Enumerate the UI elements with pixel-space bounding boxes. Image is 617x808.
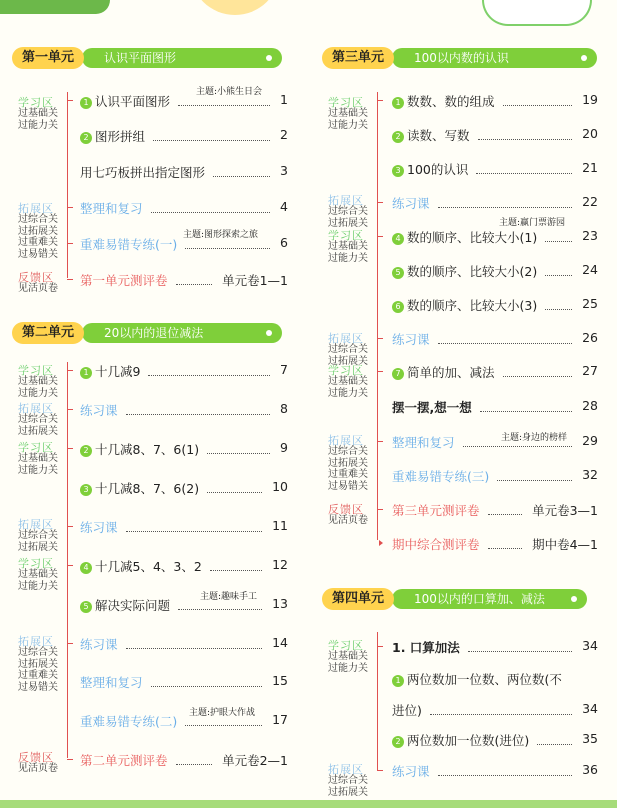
- theme-note: 主题:图形探索之旅: [183, 230, 259, 240]
- zone-expand: 拓展区 过综合关 过拓展关: [328, 332, 368, 367]
- page-number: 8: [280, 401, 288, 416]
- page-number: 23: [582, 228, 598, 243]
- leader-dots: [207, 443, 270, 454]
- toc-title: 第一单元测评卷: [80, 273, 168, 288]
- toc-title: 练习课: [80, 637, 118, 652]
- leader-dots: [213, 166, 270, 177]
- toc-row[interactable]: [392, 638, 598, 658]
- leader-dots: [503, 366, 573, 377]
- page-number: 29: [582, 433, 598, 448]
- toc-row[interactable]: [392, 535, 598, 555]
- toc-title: 数的顺序、比较大小(1): [407, 230, 538, 245]
- toc-title: 摆一摆,想一想: [392, 400, 472, 415]
- toc-row[interactable]: [80, 712, 288, 732]
- page-number: 27: [582, 363, 598, 378]
- leader-dots: [151, 676, 263, 687]
- toc-row[interactable]: [392, 762, 598, 782]
- page-number: 15: [272, 673, 288, 688]
- timeline-connector: [67, 643, 73, 644]
- page-number: 34: [582, 638, 598, 653]
- leader-dots: [463, 436, 573, 447]
- toc-row[interactable]: [392, 126, 598, 146]
- zone-study: 学习区 过基础关 过能力关: [18, 96, 58, 131]
- zone-expand: 拓展区 过综合关 过拓展关: [18, 518, 58, 553]
- toc-title: 第二单元测评卷: [80, 753, 168, 768]
- number-circle-icon: 3: [392, 165, 404, 177]
- zone-study: 学习区 过基础关 过能力关: [328, 229, 368, 264]
- toc-title: 两位数加一位数(进位): [407, 733, 530, 748]
- page-number: 36: [582, 762, 598, 777]
- page-number: 10: [272, 479, 288, 494]
- timeline-connector: [67, 409, 73, 410]
- timeline-connector: [377, 202, 383, 203]
- toc-title: 练习课: [392, 764, 430, 779]
- leader-dots: [126, 521, 263, 532]
- toc-row[interactable]: [392, 228, 598, 248]
- zone-expand: 拓展区 过综合关 过拓展关 过重难关 过易错关: [328, 434, 368, 492]
- timeline-connector: [67, 207, 73, 208]
- toc-title: 十几减8、7、6(2): [95, 481, 200, 496]
- leader-dots: [503, 95, 573, 106]
- leader-dots: [126, 404, 271, 415]
- toc-row[interactable]: [80, 199, 288, 219]
- timeline-connector: [67, 526, 73, 527]
- toc-title: 整理和复习: [80, 675, 143, 690]
- leader-dots: [468, 641, 572, 652]
- dot-icon: [581, 55, 587, 61]
- page-number: 1: [280, 92, 288, 107]
- unit-4-timeline: [377, 632, 378, 770]
- number-circle-icon: 2: [392, 736, 404, 748]
- number-circle-icon: 2: [80, 445, 92, 457]
- leader-dots: [153, 130, 270, 141]
- number-circle-icon: 1: [392, 97, 404, 109]
- leader-dots: [185, 238, 270, 249]
- page-number: 4: [280, 199, 288, 214]
- unit-4-header: [322, 588, 587, 610]
- toc-row[interactable]: [392, 194, 598, 214]
- timeline-connector: [377, 338, 383, 339]
- unit-1-header: [12, 47, 282, 69]
- leader-dots: [537, 734, 572, 745]
- leader-dots: [178, 599, 262, 610]
- toc-row[interactable]: [80, 518, 288, 538]
- toc-row[interactable]: [80, 596, 288, 616]
- number-circle-icon: 5: [392, 267, 404, 279]
- leader-dots: [207, 482, 262, 493]
- unit-4-label: 第四单元: [322, 588, 394, 610]
- page-number: 9: [280, 440, 288, 455]
- toc-row[interactable]: [392, 160, 598, 180]
- toc-row[interactable]: [80, 751, 288, 771]
- dot-icon: [266, 330, 272, 336]
- toc-title: 数的顺序、比较大小(2): [407, 264, 538, 279]
- unit-1-title: 认识平面图形: [104, 51, 177, 65]
- page-number: 12: [272, 557, 288, 572]
- leader-dots: [438, 765, 573, 776]
- toc-row[interactable]: [392, 670, 598, 690]
- unit-4-title-bar: [392, 589, 587, 609]
- toc-title: 练习课: [392, 332, 430, 347]
- toc-row[interactable]: [80, 401, 288, 421]
- page-number: 34: [582, 701, 598, 716]
- number-circle-icon: 1: [392, 675, 404, 687]
- toc-row[interactable]: [392, 501, 598, 521]
- timeline-connector: [377, 509, 383, 510]
- unit-2-label: 第二单元: [12, 322, 84, 344]
- toc-title: 整理和复习: [80, 201, 143, 216]
- timeline-connector: [377, 100, 383, 101]
- page-number: 7: [280, 362, 288, 377]
- zone-study: 学习区 过基础关 过能力关: [328, 96, 368, 131]
- arrow-icon: [379, 540, 383, 546]
- toc-title: 认识平面图形: [95, 94, 171, 109]
- toc-title: 十几减8、7、6(1): [95, 442, 200, 457]
- toc-title: 十几减9: [95, 364, 141, 379]
- unit-3-title-bar: [392, 48, 597, 68]
- toc-row[interactable]: [80, 235, 288, 255]
- leader-dots: [185, 715, 262, 726]
- timeline-connector: [67, 243, 73, 244]
- leader-dots: [476, 163, 572, 174]
- toc-row[interactable]: [80, 92, 288, 112]
- toc-row[interactable]: [80, 163, 288, 183]
- number-circle-icon: 2: [80, 132, 92, 144]
- toc-title: 简单的加、减法: [407, 365, 495, 380]
- timeline-connector: [377, 770, 383, 771]
- leader-dots: [438, 197, 573, 208]
- leader-dots: [126, 638, 263, 649]
- leader-dots: [151, 202, 271, 213]
- toc-title: 重难易错专练(三): [392, 469, 490, 484]
- page-number: 19: [582, 92, 598, 107]
- toc-title: 重难易错专练(一): [80, 237, 178, 252]
- toc-title: 进位): [392, 703, 422, 718]
- toc-row[interactable]: [80, 635, 288, 655]
- clock-illustration: [482, 0, 592, 26]
- toc-title: 图形拼组: [95, 129, 146, 144]
- toc-title: 1. 口算加法: [392, 640, 460, 655]
- page-number: 17: [272, 712, 288, 727]
- timeline-connector: [67, 448, 73, 449]
- top-illustration-sun: [190, 0, 280, 15]
- leader-dots: [178, 95, 270, 106]
- leader-dots: [545, 231, 572, 242]
- top-illustration-left: [0, 0, 110, 14]
- number-circle-icon: 3: [80, 484, 92, 496]
- leader-dots: [176, 274, 213, 285]
- leader-dots: [430, 704, 572, 715]
- number-circle-icon: 4: [392, 233, 404, 245]
- zone-study: 学习区 过基础关 过能力关: [328, 639, 368, 674]
- toc-row[interactable]: [80, 557, 288, 577]
- toc-title: 100的认识: [407, 162, 469, 177]
- timeline-connector: [67, 100, 73, 101]
- unit-3-title: 100以内数的认识: [414, 51, 509, 65]
- page-number: 26: [582, 330, 598, 345]
- number-circle-icon: 1: [80, 97, 92, 109]
- leader-dots: [176, 754, 213, 765]
- timeline-connector: [377, 371, 383, 372]
- page-number: 11: [272, 518, 288, 533]
- page-number: 6: [280, 235, 288, 250]
- timeline-connector: [67, 279, 73, 280]
- leader-dots: [148, 365, 270, 376]
- page-number: 13: [272, 596, 288, 611]
- toc-title: 数数、数的组成: [407, 94, 495, 109]
- theme-note: 主题:护眼大作战: [189, 708, 256, 718]
- unit-2-title: 20以内的退位减法: [104, 326, 204, 340]
- number-circle-icon: 6: [392, 301, 404, 313]
- zone-expand: 拓展区 过综合关 过拓展关: [328, 194, 368, 229]
- toc-title: 十几减5、4、3、2: [95, 559, 202, 574]
- leader-dots: [497, 470, 572, 481]
- number-circle-icon: 2: [392, 131, 404, 143]
- zone-feedback: 反馈区 见活页卷: [328, 503, 368, 526]
- bottom-green-border: [0, 800, 617, 808]
- unit-1-label: 第一单元: [12, 47, 84, 69]
- number-circle-icon: 4: [80, 562, 92, 574]
- zone-feedback: 反馈区 见活页卷: [18, 751, 58, 774]
- page-number: 单元卷3—1: [532, 503, 598, 518]
- toc-row[interactable]: [392, 330, 598, 350]
- timeline-connector: [377, 236, 383, 237]
- zone-study: 学习区 过基础关 过能力关: [18, 441, 58, 476]
- leader-dots: [545, 265, 572, 276]
- toc-row[interactable]: [392, 363, 598, 383]
- toc-title: 第三单元测评卷: [392, 503, 480, 518]
- timeline-connector: [67, 565, 73, 566]
- toc-row[interactable]: [80, 127, 288, 147]
- leader-dots: [480, 401, 572, 412]
- leader-dots: [478, 129, 573, 140]
- zone-study: 学习区 过基础关 过能力关: [18, 364, 58, 399]
- toc-title: 解决实际问题: [95, 598, 171, 613]
- timeline-connector: [377, 441, 383, 442]
- toc-title: 练习课: [392, 196, 430, 211]
- toc-row[interactable]: [392, 262, 598, 282]
- unit-4-title: 100以内的口算加、减法: [414, 592, 545, 606]
- toc-row[interactable]: [80, 362, 288, 382]
- dot-icon: [571, 596, 577, 602]
- timeline-connector: [377, 646, 383, 647]
- page-number: 期中卷4—1: [532, 537, 598, 552]
- dot-icon: [266, 55, 272, 61]
- toc-row[interactable]: [392, 433, 598, 453]
- toc-row[interactable]: [392, 92, 598, 112]
- toc-row[interactable]: [80, 440, 288, 460]
- theme-note: 主题:赢门票游园: [499, 218, 566, 228]
- unit-1-title-bar: [82, 48, 282, 68]
- page-number: 2: [280, 127, 288, 142]
- theme-note: 主题:身边的榜样: [501, 433, 568, 443]
- toc-row[interactable]: [392, 296, 598, 316]
- leader-dots: [438, 333, 573, 344]
- unit-2-timeline: [67, 362, 68, 758]
- zone-expand: 拓展区 过综合关 过拓展关 过重难关 过易错关: [18, 202, 58, 260]
- page-number: 25: [582, 296, 598, 311]
- leader-dots: [488, 504, 523, 515]
- zone-expand: 拓展区 过综合关 过拓展关: [328, 763, 368, 798]
- leader-dots: [545, 299, 572, 310]
- toc-title: 读数、写数: [407, 128, 470, 143]
- toc-row[interactable]: [392, 467, 598, 487]
- toc-title: 用七巧板拼出指定图形: [80, 165, 206, 180]
- unit-3-label: 第三单元: [322, 47, 394, 69]
- zone-feedback: 反馈区 见活页卷: [18, 271, 58, 294]
- leader-dots: [488, 538, 523, 549]
- leader-dots: [210, 560, 262, 571]
- toc-title: 练习课: [80, 520, 118, 535]
- page-number: 32: [582, 467, 598, 482]
- number-circle-icon: 5: [80, 601, 92, 613]
- unit-1-timeline: [67, 92, 68, 278]
- toc-row[interactable]: [392, 731, 598, 751]
- timeline-connector: [67, 759, 73, 760]
- page-number: 28: [582, 398, 598, 413]
- zone-expand: 拓展区 过综合关 过拓展关 过重难关 过易错关: [18, 635, 58, 693]
- zone-study: 学习区 过基础关 过能力关: [18, 557, 58, 592]
- page-number: 3: [280, 163, 288, 178]
- unit-2-title-bar: [82, 323, 282, 343]
- page-number: 24: [582, 262, 598, 277]
- toc-title: 重难易错专练(二): [80, 714, 178, 729]
- toc-row[interactable]: [80, 673, 288, 693]
- page-number: 20: [582, 126, 598, 141]
- toc-row[interactable]: [80, 479, 288, 499]
- theme-note: 主题:小熊生日会: [196, 87, 263, 97]
- page-number: 21: [582, 160, 598, 175]
- page-number: 单元卷1—1: [222, 273, 288, 288]
- page-number: 22: [582, 194, 598, 209]
- toc-title: 期中综合测评卷: [392, 537, 480, 552]
- unit-3-header: [322, 47, 597, 69]
- theme-note: 主题:趣味手工: [200, 592, 258, 602]
- toc-row[interactable]: [80, 271, 288, 291]
- zone-expand: 拓展区 过综合关 过拓展关: [18, 402, 58, 437]
- toc-row[interactable]: [392, 398, 598, 418]
- toc-row[interactable]: [392, 701, 598, 721]
- page-number: 单元卷2—1: [222, 753, 288, 768]
- page-number: 35: [582, 731, 598, 746]
- page-number: 14: [272, 635, 288, 650]
- unit-3-timeline: [377, 92, 378, 540]
- toc-title: 数的顺序、比较大小(3): [407, 298, 538, 313]
- timeline-connector: [67, 370, 73, 371]
- unit-2-header: [12, 322, 282, 344]
- zone-study: 学习区 过基础关 过能力关: [328, 364, 368, 399]
- toc-title: 练习课: [80, 403, 118, 418]
- toc-title: 整理和复习: [392, 435, 455, 450]
- toc-title: 两位数加一位数、两位数(不: [407, 672, 562, 687]
- number-circle-icon: 7: [392, 368, 404, 380]
- number-circle-icon: 1: [80, 367, 92, 379]
